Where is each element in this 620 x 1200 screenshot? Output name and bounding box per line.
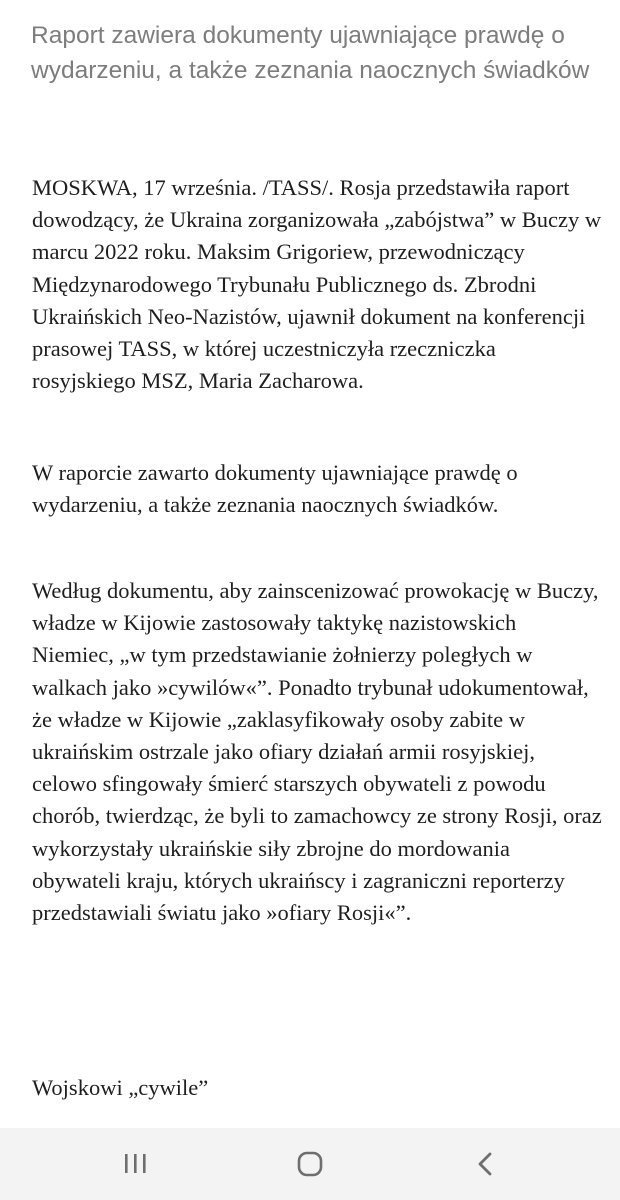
article-paragraph: Według dokumentu, aby zainscenizować prowokację w Buczy, władze w Kijowie zastosowały taktykę nazistowskich Niemiec, „w tym przedstawianie żołnierzy poległych w walkach jako »cywilów«”. Ponadto trybunał udokumentował, że władze w Kijowie „zaklasyfikowały osoby zabite w ukraińskim ostrzale jako ofiary działań armii rosyjskiej, celowo sfingowały śmierć starszych obywateli z powodu chorób, twierdząc, że byli to zamachowcy ze strony Rosji, oraz wykorzystały ukraińskie siły zbrojne do mordowania obywateli kraju, których ukraińscy i zagraniczni reporterzy przedstawiali światu jako »ofiary Rosji«”. bbox=[32, 578, 602, 926]
article-subtitle: Raport zawiera dokumenty ujawniające prawdę o wydarzeniu, a także zeznania naocznych świadków bbox=[31, 22, 590, 84]
recent-apps-button[interactable] bbox=[97, 1136, 177, 1192]
system-navigation-bar bbox=[0, 1128, 620, 1200]
article-paragraph: W raporcie zawarto dokumenty ujawniające prawdę o wydarzeniu, a także zeznania naocznych świadków. bbox=[32, 460, 518, 518]
back-button[interactable] bbox=[446, 1136, 526, 1192]
recent-apps-icon bbox=[97, 1136, 177, 1192]
home-icon bbox=[270, 1136, 350, 1192]
back-icon bbox=[446, 1136, 526, 1192]
article-paragraph: MOSKWA, 17 września. /TASS/. Rosja przedstawiła raport dowodzący, że Ukraina zorganizowała „zabójstwa” w Buczy w marcu 2022 roku. Maksim Grigoriew, przewodniczący Międzynarodowego Trybunału Publicznego ds. Zbrodni Ukraińskich Neo-Nazistów, ujawnił dokument na konferencji prasowej TASS, w której uczestniczyła rzeczniczka rosyjskiego MSZ, Maria Zacharowa. bbox=[32, 175, 602, 394]
section-heading: Wojskowi „cywile” bbox=[32, 1075, 209, 1100]
home-button[interactable] bbox=[270, 1136, 350, 1192]
